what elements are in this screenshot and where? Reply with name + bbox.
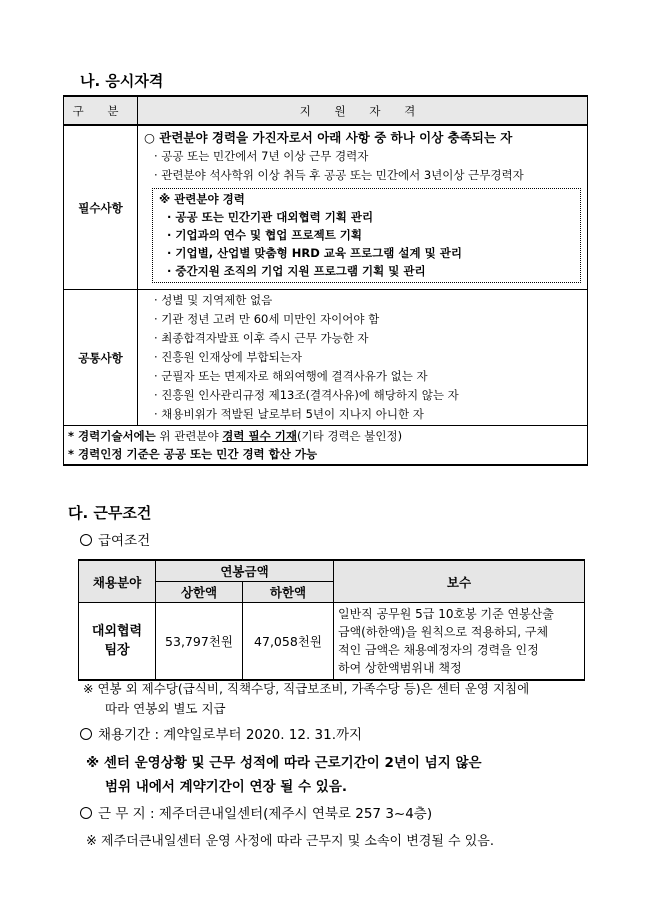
header-content: 지 원 자 격	[138, 96, 588, 125]
col-field: 채용분야	[79, 560, 156, 603]
qualification-table	[63, 95, 588, 466]
common-item: · 최종합격자발표 이후 즉시 근무 가능한 자	[154, 331, 369, 345]
box-item: · 중간지원 조직의 기업 지원 프로그램 기획 및 관리	[167, 264, 426, 278]
box-title: ※ 관련분야 경력	[159, 192, 245, 206]
required-main: ○ 관련분야 경력을 가진자로서 아래 사항 중 하나 이상 충족되는 자	[144, 130, 513, 145]
upper-amount: 53,797천원	[156, 603, 243, 681]
note-1: * 경력기술서에는 위 관련분야 경력 필수 기재(기타 경력은 불인정)	[68, 429, 403, 443]
table-header-row	[64, 96, 588, 125]
notes-row	[64, 426, 588, 466]
employment-period: 채용기간 : 계약일로부터 2020. 12. 31.까지	[80, 723, 362, 743]
common-label: 공통사항	[64, 290, 138, 426]
required-content	[138, 125, 588, 290]
pay-description: 일반직 공무원 5급 10호봉 기준 연봉산출 금액(하한액)을 원칙으로 적용하되, 구체 적인 금액은 채용예정자의 경력을 인정 하여 상한액범위내 책정	[334, 603, 585, 681]
field-name: 대외협력 팀장	[79, 603, 156, 681]
salary-row	[79, 603, 585, 681]
common-content	[138, 290, 588, 426]
common-item: · 군필자 또는 면제자로 해외여행에 결격사유가 없는 자	[154, 369, 428, 383]
required-item: · 공공 또는 민간에서 7년 이상 근무 경력자	[154, 149, 369, 163]
period-note-2: 범위 내에서 계약기간이 연장 될 수 있음.	[105, 779, 347, 795]
circle-bullet-icon	[80, 728, 92, 740]
lower-amount: 47,058천원	[243, 603, 334, 681]
note-2: * 경력인정 기준은 공공 또는 민간 경력 합산 가능	[68, 447, 318, 461]
header-category: 구 분	[64, 96, 138, 125]
related-career-box	[152, 188, 581, 283]
circle-bullet-icon	[80, 534, 92, 546]
col-upper: 상한액	[156, 582, 243, 603]
required-row	[64, 125, 588, 290]
period-note-1: ※ 센터 운영상황 및 근무 성적에 따라 근로기간이 2년이 넘지 않은	[86, 755, 482, 771]
required-label: 필수사항	[64, 125, 138, 290]
common-item: · 성별 및 지역제한 없음	[154, 293, 273, 307]
common-row	[64, 290, 588, 426]
common-item: · 진흥원 인재상에 부합되는자	[154, 350, 302, 364]
col-lower: 하한액	[243, 582, 334, 603]
section-da-title: 다. 근무조건	[68, 504, 152, 522]
box-item: · 기업별, 산업별 맞춤형 HRD 교육 프로그램 설계 및 관리	[167, 246, 462, 260]
allowance-note-1: ※ 연봉 외 제수당(급식비, 직책수당, 직급보조비, 가족수당 등)은 센터 운영 지침에	[83, 681, 530, 696]
section-na-title: 나. 응시자격	[80, 72, 164, 90]
box-item: · 기업과의 연수 및 협업 프로젝트 기획	[167, 228, 363, 242]
circle-bullet-icon	[80, 807, 92, 819]
salary-heading: 급여조건	[80, 529, 150, 549]
notes-cell	[64, 426, 588, 466]
allowance-note-2: 따라 연봉외 별도 지급	[105, 701, 226, 716]
required-item: · 관련분야 석사학위 이상 취득 후 공공 또는 민간에서 3년이상 근무경력자	[154, 168, 524, 182]
common-item: · 기관 정년 고려 만 60세 미만인 자이어야 함	[154, 312, 380, 326]
box-item: · 공공 또는 민간기관 대외협력 기획 관리	[167, 210, 374, 224]
workplace-note: ※ 제주더큰내일센터 운영 사정에 따라 근무지 및 소속이 변경될 수 있음.	[86, 834, 494, 849]
col-pay: 보수	[334, 560, 585, 603]
workplace: 근 무 지 : 제주더큰내일센터(제주시 연북로 257 3~4층)	[80, 802, 432, 822]
common-item: · 채용비위가 적발된 날로부터 5년이 지나지 아니한 자	[154, 407, 424, 421]
salary-table	[78, 559, 585, 681]
common-item: · 진흥원 인사관리규정 제13조(결격사유)에 해당하지 않는 자	[154, 388, 459, 402]
col-annual: 연봉금액	[156, 560, 334, 582]
